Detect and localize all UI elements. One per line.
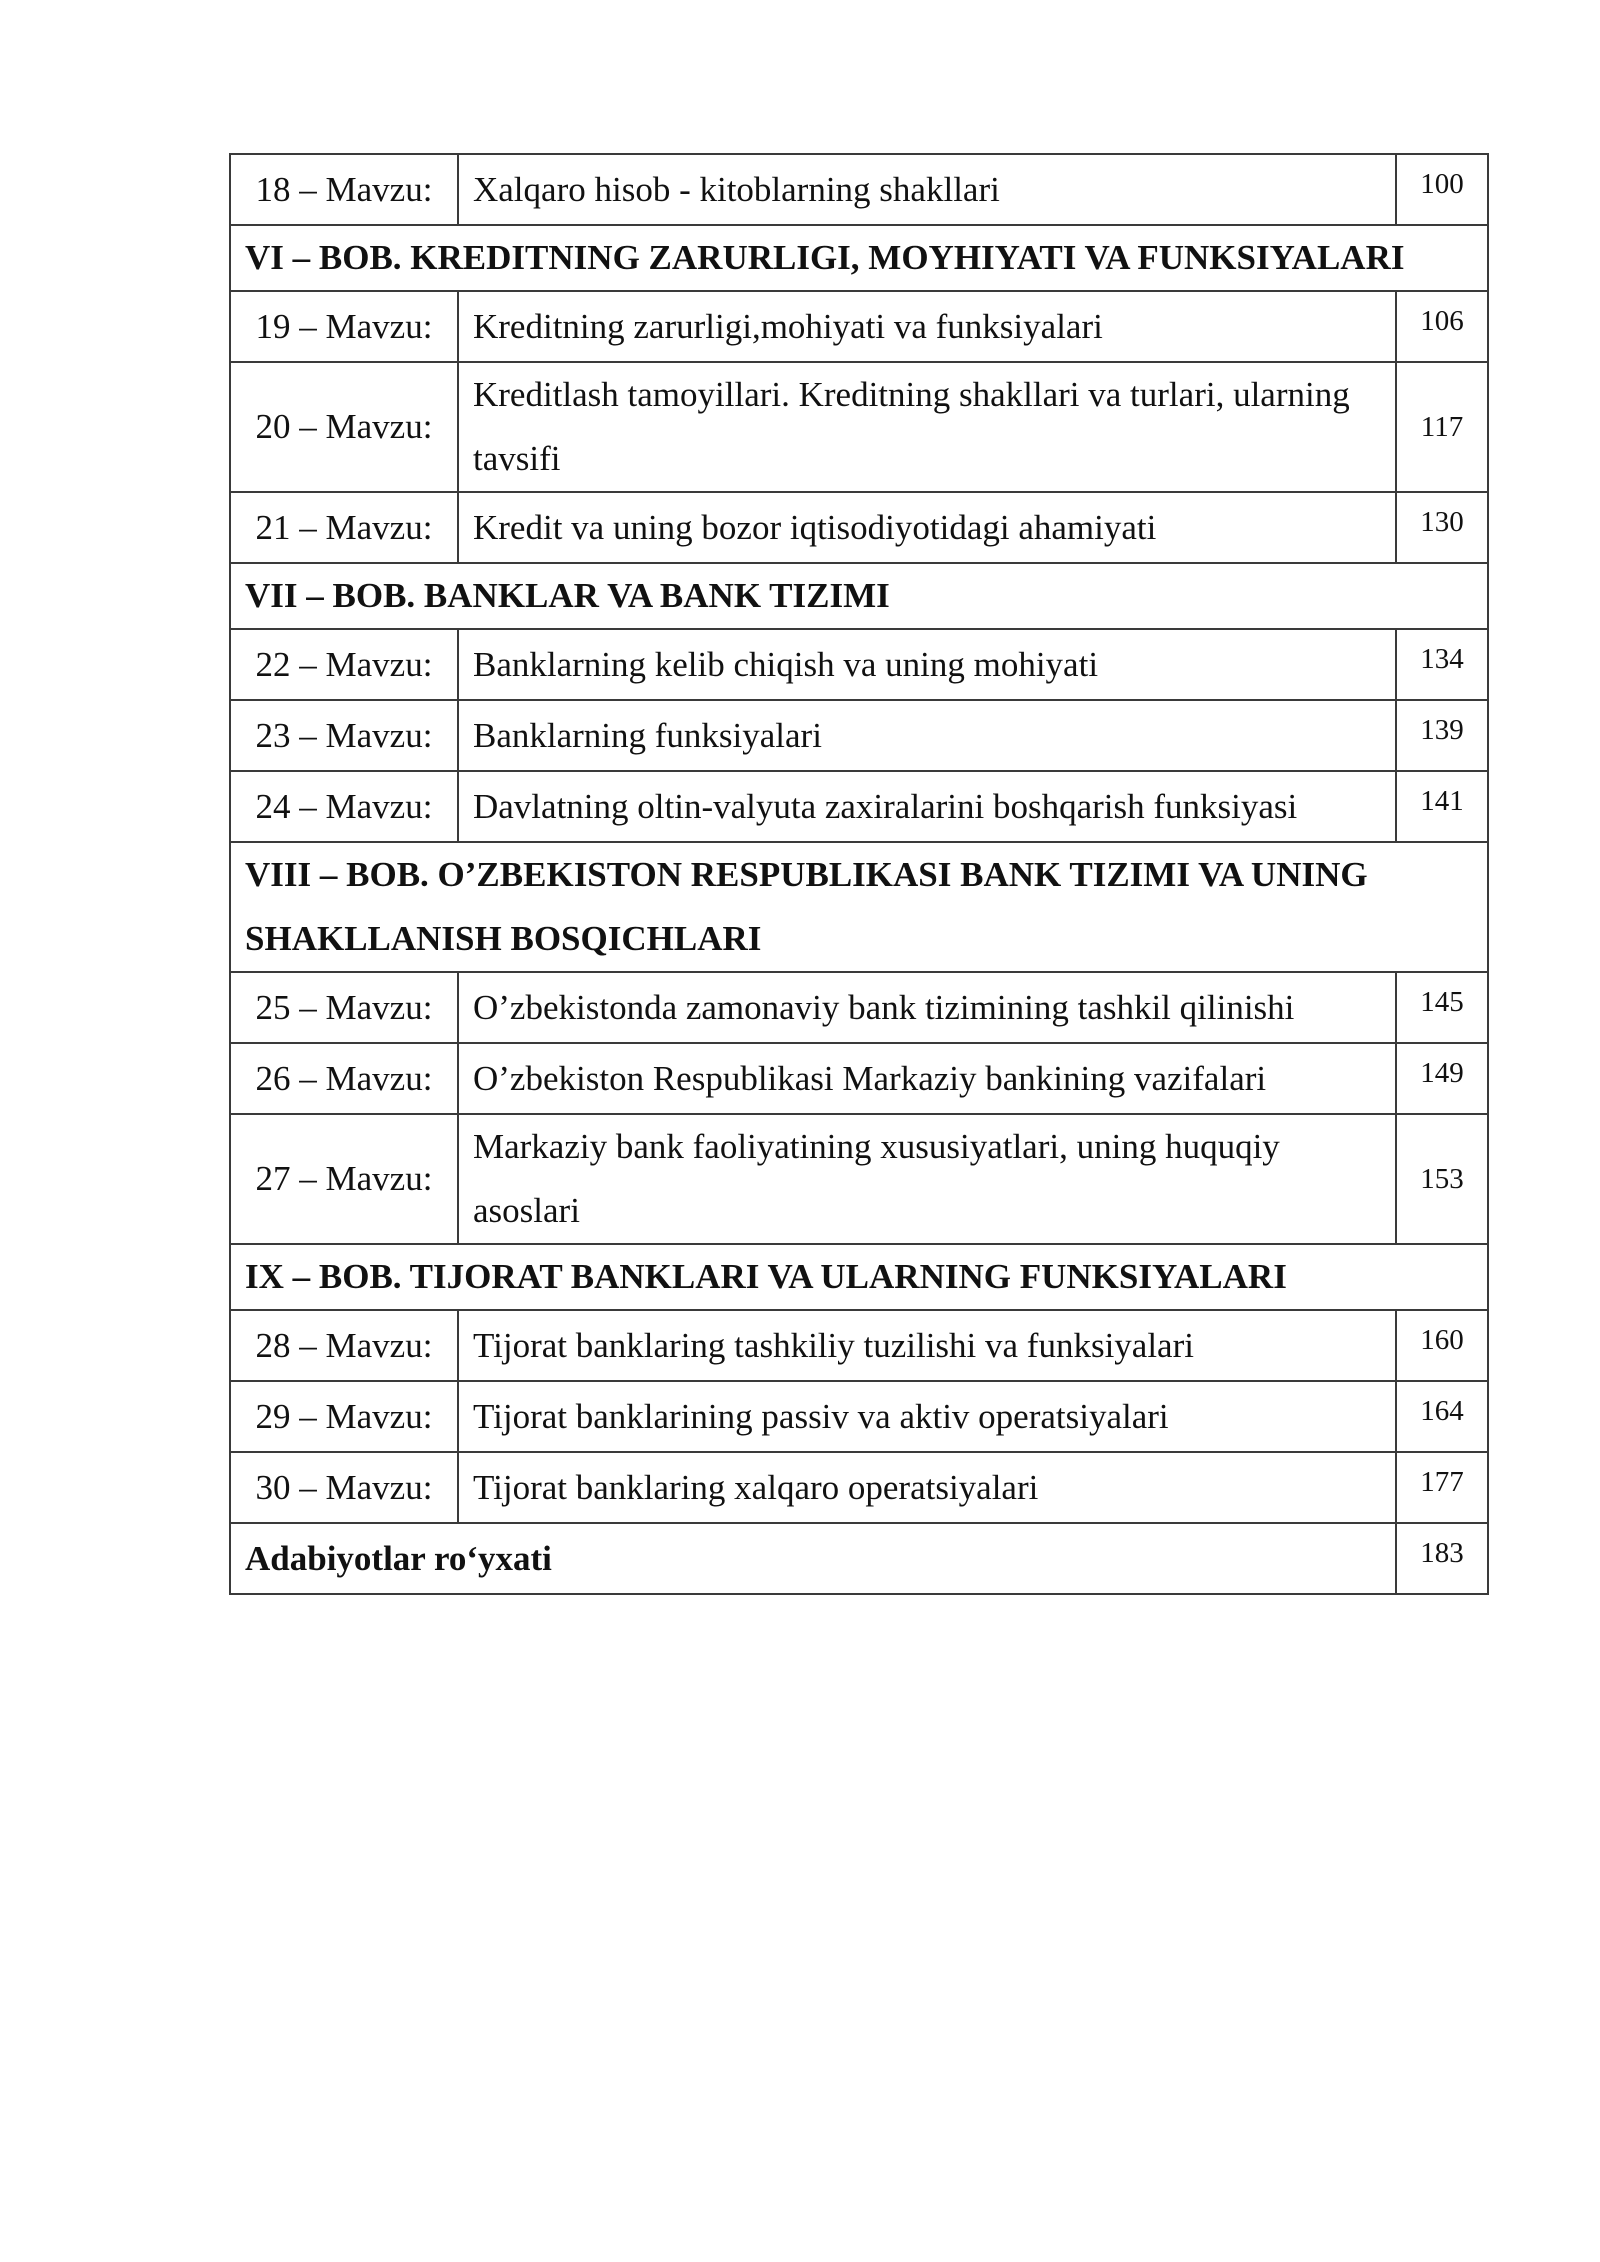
- toc-row-topic-30: [230, 1452, 1488, 1523]
- topic-title: Tijorat banklarining passiv va aktiv operatsiyalari: [458, 1381, 1396, 1452]
- topic-number: 24 – Mavzu:: [230, 771, 458, 842]
- topic-title: Kredit va uning bozor iqtisodiyotidagi ahamiyati: [458, 492, 1396, 563]
- page-number: 117: [1396, 362, 1488, 492]
- topic-number: 19 – Mavzu:: [230, 291, 458, 362]
- topic-title: Kreditlash tamoyillari. Kreditning shakllari va turlari, ularning tavsifi: [458, 362, 1396, 492]
- topic-title: Markaziy bank faoliyatining xususiyatlari, uning huquqiy asoslari: [458, 1114, 1396, 1244]
- topic-number: 27 – Mavzu:: [230, 1114, 458, 1244]
- topic-title: Tijorat banklaring xalqaro operatsiyalari: [458, 1452, 1396, 1523]
- topic-title: O’zbekiston Respublikasi Markaziy bankining vazifalari: [458, 1043, 1396, 1114]
- toc-row-topic-28: [230, 1310, 1488, 1381]
- toc-row-topic-24: [230, 771, 1488, 842]
- page-number: 130: [1396, 492, 1488, 563]
- topic-title: Davlatning oltin-valyuta zaxiralarini boshqarish funksiyasi: [458, 771, 1396, 842]
- page-number: 100: [1396, 154, 1488, 225]
- chapter-heading: VII – BOB. BANKLAR VA BANK TIZIMI: [230, 563, 1488, 629]
- topic-title: Tijorat banklaring tashkiliy tuzilishi va funksiyalari: [458, 1310, 1396, 1381]
- toc-row-topic-19: [230, 291, 1488, 362]
- toc-body: [230, 154, 1488, 1594]
- page-number: 160: [1396, 1310, 1488, 1381]
- page-number: 164: [1396, 1381, 1488, 1452]
- toc-row-topic-27: [230, 1114, 1488, 1244]
- toc-row-topic-26: [230, 1043, 1488, 1114]
- topic-title: Banklarning kelib chiqish va uning mohiyati: [458, 629, 1396, 700]
- toc-row-topic-22: [230, 629, 1488, 700]
- topic-number: 23 – Mavzu:: [230, 700, 458, 771]
- chapter-heading: VI – BOB. KREDITNING ZARURLIGI, MOYHIYATI VA FUNKSIYALARI: [230, 225, 1488, 291]
- chapter-heading: VIII – BOB. O’ZBEKISTON RESPUBLIKASI BANK TIZIMI VA UNING SHAKLLANISH BOSQICHLARI: [230, 842, 1488, 972]
- topic-title: Xalqaro hisob - kitoblarning shakllari: [458, 154, 1396, 225]
- topic-number: 18 – Mavzu:: [230, 154, 458, 225]
- topic-number: 25 – Mavzu:: [230, 972, 458, 1043]
- page-number: 149: [1396, 1043, 1488, 1114]
- topic-number: 22 – Mavzu:: [230, 629, 458, 700]
- toc-row-topic-25: [230, 972, 1488, 1043]
- toc-row-chapter-8: [230, 842, 1488, 972]
- topic-number: 21 – Mavzu:: [230, 492, 458, 563]
- page-number: 183: [1396, 1523, 1488, 1594]
- topic-number: 29 – Mavzu:: [230, 1381, 458, 1452]
- toc-row-topic-18: [230, 154, 1488, 225]
- toc-row-chapter-6: [230, 225, 1488, 291]
- page-number: 177: [1396, 1452, 1488, 1523]
- topic-number: 30 – Mavzu:: [230, 1452, 458, 1523]
- page-number: 141: [1396, 771, 1488, 842]
- topic-title: Banklarning funksiyalari: [458, 700, 1396, 771]
- topic-number: 28 – Mavzu:: [230, 1310, 458, 1381]
- page-number: 153: [1396, 1114, 1488, 1244]
- page-number: 134: [1396, 629, 1488, 700]
- toc-row-topic-29: [230, 1381, 1488, 1452]
- toc-row-chapter-9: [230, 1244, 1488, 1310]
- bibliography-heading: Adabiyotlar ro‘yxati: [230, 1523, 1396, 1594]
- topic-number: 20 – Mavzu:: [230, 362, 458, 492]
- chapter-heading: IX – BOB. TIJORAT BANKLARI VA ULARNING FUNKSIYALARI: [230, 1244, 1488, 1310]
- topic-title: Kreditning zarurligi,mohiyati va funksiyalari: [458, 291, 1396, 362]
- topic-title: O’zbekistonda zamonaviy bank tizimining tashkil qilinishi: [458, 972, 1396, 1043]
- toc-row-chapter-7: [230, 563, 1488, 629]
- toc-row-bibliography: [230, 1523, 1488, 1594]
- page-number: 139: [1396, 700, 1488, 771]
- topic-number: 26 – Mavzu:: [230, 1043, 458, 1114]
- toc-row-topic-23: [230, 700, 1488, 771]
- page-number: 106: [1396, 291, 1488, 362]
- table-of-contents: [229, 153, 1489, 1595]
- toc-row-topic-20: [230, 362, 1488, 492]
- page-number: 145: [1396, 972, 1488, 1043]
- toc-row-topic-21: [230, 492, 1488, 563]
